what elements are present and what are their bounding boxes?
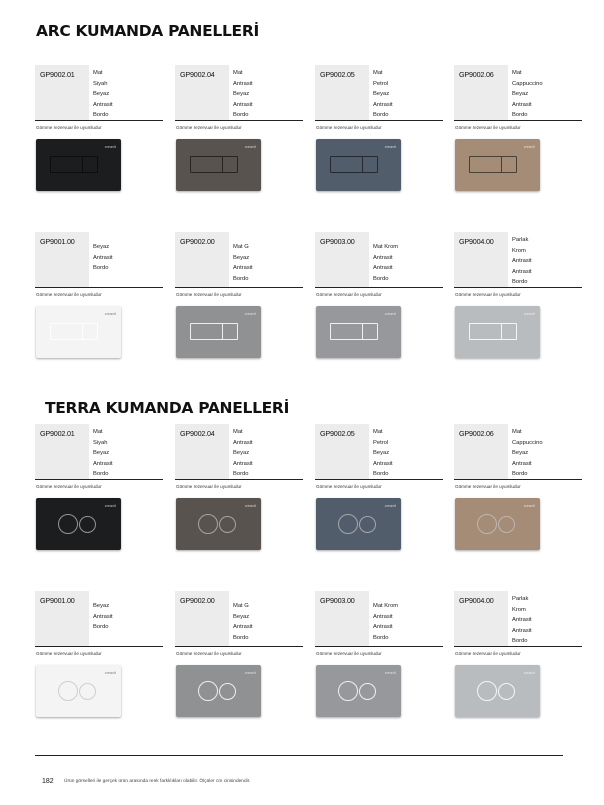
- flush-panel-image: [455, 498, 540, 550]
- small-flush-button: [79, 516, 96, 533]
- product-features: [233, 601, 253, 643]
- product-code: GP9002.05: [320, 429, 355, 438]
- header-divider: [315, 120, 443, 121]
- feature-label: Cappuccino: [512, 80, 543, 87]
- product-header: [315, 591, 443, 646]
- flush-panel-image: [455, 665, 540, 717]
- feature-label: Beyaz: [233, 254, 250, 261]
- feature-label: Bordo: [373, 471, 389, 477]
- product-code: GP9001.00: [40, 596, 75, 605]
- product-features: [233, 242, 253, 284]
- flush-panel-image: [316, 665, 401, 717]
- feature-label: Bordo: [233, 634, 249, 641]
- feature-label: Beyaz: [93, 450, 110, 456]
- feature-label: Antrasit: [233, 624, 253, 630]
- header-divider: [175, 287, 303, 288]
- feature-label: Beyaz: [233, 91, 250, 97]
- feature-label: Antrasit: [512, 617, 532, 623]
- product-header: [175, 65, 303, 120]
- product-code-box: [454, 65, 508, 120]
- product-features: [233, 68, 253, 121]
- flush-panel-image: [36, 306, 121, 358]
- product-card: [454, 232, 582, 367]
- page-number: 182: [42, 778, 54, 785]
- product-features: [512, 68, 543, 121]
- feature-label: Krom: [512, 247, 526, 254]
- product-code-box: [175, 591, 229, 646]
- product-code-box: [454, 591, 508, 646]
- feature-label: Beyaz: [93, 244, 110, 250]
- flush-panel-image: [36, 498, 121, 550]
- product-card: [454, 65, 582, 200]
- feature-label: Beyaz: [93, 603, 110, 609]
- brand-logo: creavit: [104, 312, 116, 316]
- product-card: [315, 65, 443, 200]
- product-header: [175, 232, 303, 287]
- feature-label: Antrasit: [373, 613, 393, 620]
- feature-label: Mat: [373, 70, 383, 76]
- brand-logo: creavit: [104, 145, 116, 149]
- product-code: GP9003.00: [320, 596, 355, 605]
- flush-panel-image: [455, 139, 540, 191]
- product-card: [35, 591, 163, 726]
- feature-label: Antrasit: [512, 101, 532, 108]
- feature-label: Mat: [93, 429, 103, 435]
- product-code-box: [315, 424, 369, 479]
- flush-panel-image: [176, 665, 261, 717]
- product-card: [454, 591, 582, 726]
- brand-logo: creavit: [523, 671, 535, 675]
- feature-label: Bordo: [233, 471, 249, 477]
- product-card: [35, 65, 163, 200]
- product-code: GP9002.05: [320, 70, 355, 79]
- product-code-box: [454, 232, 508, 287]
- feature-label: Siyah: [93, 80, 108, 87]
- feature-label: Antrasit: [233, 265, 253, 271]
- dual-flush-rectangle-buttons: [469, 156, 517, 173]
- product-features: [512, 427, 543, 480]
- large-flush-button: [477, 514, 497, 534]
- flush-panel-image: [316, 498, 401, 550]
- product-code: GP9002.06: [459, 70, 494, 79]
- product-features: [512, 594, 532, 647]
- product-code-box: [175, 232, 229, 287]
- product-card: [175, 232, 303, 367]
- feature-label: Mat G: [233, 603, 249, 609]
- compatibility-note: Gömme rezervuar ile uyumludur: [455, 651, 521, 656]
- feature-label: Bordo: [93, 471, 109, 477]
- product-card: [175, 424, 303, 559]
- footer-note: Ürün görselleri ile gerçek ürün arasında renk farklılıkları olabilir. Ölçüler cm cinsindendir.: [64, 779, 251, 784]
- large-flush-button: [338, 681, 358, 701]
- header-divider: [35, 287, 163, 288]
- header-divider: [454, 646, 582, 647]
- header-divider: [175, 646, 303, 647]
- header-divider: [315, 646, 443, 647]
- compatibility-note: Gömme rezervuar ile uyumludur: [36, 484, 102, 489]
- compatibility-note: Gömme rezervuar ile uyumludur: [455, 484, 521, 489]
- feature-label: Antrasit: [373, 624, 393, 630]
- product-card: [315, 591, 443, 726]
- brand-logo: creavit: [384, 312, 396, 316]
- feature-label: Beyaz: [512, 450, 529, 456]
- product-card: [35, 232, 163, 367]
- large-flush-button: [198, 681, 218, 701]
- large-flush-button: [58, 514, 78, 534]
- compatibility-note: Gömme rezervuar ile uyumludur: [176, 125, 242, 130]
- feature-label: Antrasit: [373, 101, 393, 108]
- feature-label: Bordo: [233, 112, 249, 118]
- product-card: [315, 232, 443, 367]
- feature-label: Bordo: [93, 624, 109, 630]
- product-header: [175, 591, 303, 646]
- product-code-box: [315, 232, 369, 287]
- feature-label: Bordo: [512, 471, 528, 477]
- feature-label: Mat: [373, 429, 383, 435]
- small-flush-button: [79, 683, 96, 700]
- small-flush-button: [219, 683, 236, 700]
- header-divider: [315, 287, 443, 288]
- product-code: GP9001.00: [40, 237, 75, 246]
- product-code: GP9002.00: [180, 237, 215, 246]
- dual-flush-rectangle-buttons: [190, 323, 238, 340]
- product-card: [315, 424, 443, 559]
- product-code-box: [35, 232, 89, 287]
- footer-divider: [35, 755, 563, 756]
- feature-label: Siyah: [93, 439, 108, 446]
- brand-logo: creavit: [523, 504, 535, 508]
- feature-label: Antrasit: [233, 460, 253, 467]
- brand-logo: creavit: [384, 504, 396, 508]
- dual-flush-rectangle-buttons: [330, 323, 378, 340]
- product-features: [93, 601, 113, 633]
- feature-label: Bordo: [373, 634, 389, 641]
- dual-flush-rectangle-buttons: [469, 323, 517, 340]
- product-code: GP9004.00: [459, 596, 494, 605]
- product-code: GP9002.04: [180, 429, 215, 438]
- product-features: [373, 427, 393, 480]
- large-flush-button: [338, 514, 358, 534]
- compatibility-note: Gömme rezervuar ile uyumludur: [455, 125, 521, 130]
- feature-label: Mat Krom: [373, 603, 399, 609]
- product-features: [373, 68, 393, 121]
- flush-panel-image: [36, 665, 121, 717]
- feature-label: Mat: [233, 429, 243, 435]
- product-features: [373, 242, 398, 284]
- feature-label: Beyaz: [233, 450, 250, 456]
- feature-label: Mat: [512, 429, 522, 435]
- feature-label: Petrol: [373, 439, 389, 446]
- header-divider: [454, 287, 582, 288]
- product-code-box: [35, 65, 89, 120]
- flush-panel-image: [36, 139, 121, 191]
- feature-label: Antrasit: [512, 258, 532, 264]
- flush-panel-image: [176, 139, 261, 191]
- product-features: [93, 427, 113, 480]
- feature-label: Antrasit: [373, 460, 393, 467]
- brand-logo: creavit: [244, 504, 256, 508]
- header-divider: [454, 120, 582, 121]
- brand-logo: creavit: [244, 671, 256, 675]
- brand-logo: creavit: [384, 145, 396, 149]
- product-card: [175, 65, 303, 200]
- flush-panel-image: [455, 306, 540, 358]
- flush-panel-image: [176, 498, 261, 550]
- feature-label: Antrasit: [233, 439, 253, 446]
- feature-label: Beyaz: [512, 91, 529, 97]
- product-card: [35, 424, 163, 559]
- product-code-box: [315, 591, 369, 646]
- small-flush-button: [219, 516, 236, 533]
- flush-panel-image: [316, 139, 401, 191]
- small-flush-button: [359, 516, 376, 533]
- compatibility-note: Gömme rezervuar ile uyumludur: [316, 292, 382, 297]
- product-header: [315, 424, 443, 479]
- compatibility-note: Gömme rezervuar ile uyumludur: [36, 651, 102, 656]
- brand-logo: creavit: [384, 671, 396, 675]
- feature-label: Parlak: [512, 596, 529, 602]
- compatibility-note: Gömme rezervuar ile uyumludur: [316, 484, 382, 489]
- product-code: GP9002.01: [40, 70, 75, 79]
- product-features: [93, 68, 113, 121]
- large-flush-button: [477, 681, 497, 701]
- product-header: [454, 591, 582, 646]
- brand-logo: creavit: [104, 671, 116, 675]
- product-code-box: [35, 591, 89, 646]
- dual-flush-rectangle-buttons: [50, 156, 98, 173]
- product-header: [315, 65, 443, 120]
- product-code-box: [315, 65, 369, 120]
- feature-label: Antrasit: [233, 101, 253, 108]
- product-header: [454, 232, 582, 287]
- feature-label: Antrasit: [93, 460, 113, 467]
- brand-logo: creavit: [104, 504, 116, 508]
- product-code: GP9002.01: [40, 429, 75, 438]
- dual-flush-rectangle-buttons: [330, 156, 378, 173]
- brand-logo: creavit: [244, 312, 256, 316]
- product-features: [373, 601, 398, 643]
- compatibility-note: Gömme rezervuar ile uyumludur: [455, 292, 521, 297]
- feature-label: Parlak: [512, 237, 529, 243]
- product-code-box: [35, 424, 89, 479]
- product-features: [512, 235, 532, 288]
- feature-label: Beyaz: [233, 613, 250, 620]
- feature-label: Antrasit: [373, 254, 393, 261]
- feature-label: Bordo: [373, 275, 389, 282]
- product-header: [454, 65, 582, 120]
- feature-label: Bordo: [93, 112, 109, 118]
- header-divider: [35, 646, 163, 647]
- product-header: [35, 424, 163, 479]
- feature-label: Mat: [233, 70, 243, 76]
- compatibility-note: Gömme rezervuar ile uyumludur: [176, 292, 242, 297]
- compatibility-note: Gömme rezervuar ile uyumludur: [176, 651, 242, 656]
- feature-label: Mat G: [233, 244, 249, 250]
- product-code: GP9002.06: [459, 429, 494, 438]
- product-code-box: [454, 424, 508, 479]
- feature-label: Mat Krom: [373, 244, 399, 250]
- feature-label: Bordo: [93, 265, 109, 271]
- brand-logo: creavit: [244, 145, 256, 149]
- brand-logo: creavit: [523, 312, 535, 316]
- feature-label: Petrol: [373, 80, 389, 87]
- feature-label: Bordo: [512, 638, 528, 644]
- large-flush-button: [58, 681, 78, 701]
- feature-label: Antrasit: [512, 268, 532, 275]
- brand-logo: creavit: [523, 145, 535, 149]
- compatibility-note: Gömme rezervuar ile uyumludur: [316, 125, 382, 130]
- feature-label: Beyaz: [373, 91, 390, 97]
- dual-flush-rectangle-buttons: [50, 323, 98, 340]
- feature-label: Beyaz: [93, 91, 110, 97]
- header-divider: [315, 479, 443, 480]
- product-header: [175, 424, 303, 479]
- large-flush-button: [198, 514, 218, 534]
- feature-label: Antrasit: [373, 265, 393, 271]
- product-header: [35, 232, 163, 287]
- product-header: [35, 65, 163, 120]
- header-divider: [35, 479, 163, 480]
- header-divider: [35, 120, 163, 121]
- feature-label: Mat: [93, 70, 103, 76]
- product-code: GP9003.00: [320, 237, 355, 246]
- header-divider: [454, 479, 582, 480]
- product-code-box: [175, 424, 229, 479]
- compatibility-note: Gömme rezervuar ile uyumludur: [36, 292, 102, 297]
- small-flush-button: [498, 683, 515, 700]
- feature-label: Bordo: [233, 275, 249, 282]
- feature-label: Cappuccino: [512, 439, 543, 446]
- compatibility-note: Gömme rezervuar ile uyumludur: [316, 651, 382, 656]
- feature-label: Krom: [512, 606, 526, 613]
- header-divider: [175, 479, 303, 480]
- feature-label: Antrasit: [512, 627, 532, 634]
- product-card: [454, 424, 582, 559]
- product-code: GP9002.04: [180, 70, 215, 79]
- small-flush-button: [498, 516, 515, 533]
- product-code-box: [175, 65, 229, 120]
- feature-label: Antrasit: [93, 613, 113, 620]
- product-code: GP9002.00: [180, 596, 215, 605]
- feature-label: Beyaz: [373, 450, 390, 456]
- feature-label: Bordo: [512, 279, 528, 285]
- feature-label: Bordo: [512, 112, 528, 118]
- product-code: GP9004.00: [459, 237, 494, 246]
- section-title-terra: TERRA KUMANDA PANELLERİ: [45, 399, 290, 417]
- feature-label: Antrasit: [93, 254, 113, 261]
- feature-label: Antrasit: [233, 80, 253, 87]
- feature-label: Bordo: [373, 112, 389, 118]
- feature-label: Mat: [512, 70, 522, 76]
- flush-panel-image: [316, 306, 401, 358]
- product-header: [35, 591, 163, 646]
- product-features: [93, 242, 113, 274]
- feature-label: Antrasit: [512, 460, 532, 467]
- feature-label: Antrasit: [93, 101, 113, 108]
- product-header: [315, 232, 443, 287]
- product-card: [175, 591, 303, 726]
- compatibility-note: Gömme rezervuar ile uyumludur: [176, 484, 242, 489]
- compatibility-note: Gömme rezervuar ile uyumludur: [36, 125, 102, 130]
- small-flush-button: [359, 683, 376, 700]
- flush-panel-image: [176, 306, 261, 358]
- header-divider: [175, 120, 303, 121]
- dual-flush-rectangle-buttons: [190, 156, 238, 173]
- product-features: [233, 427, 253, 480]
- product-header: [454, 424, 582, 479]
- section-title-arc: ARC KUMANDA PANELLERİ: [36, 22, 259, 40]
